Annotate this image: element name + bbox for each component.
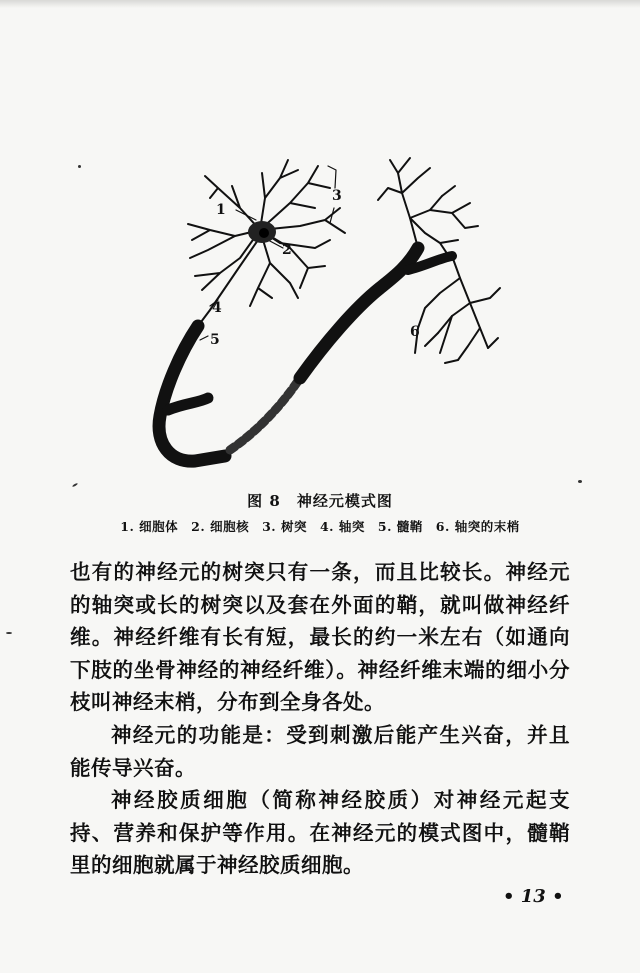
myelin-branch <box>168 398 208 410</box>
axon <box>198 240 258 326</box>
speck <box>72 483 78 488</box>
label-4: 4 <box>212 300 222 316</box>
axon-dashed <box>230 378 300 450</box>
page-number-dot-left: • <box>503 886 521 907</box>
label-5: 5 <box>210 332 220 348</box>
paragraph-2: 神经元的功能是：受到刺激后能产生兴奋，并且能传导兴奋。 <box>70 722 570 780</box>
speck <box>6 632 12 634</box>
cell-nucleus <box>259 228 269 238</box>
paragraph-3: 神经胶质细胞（简称神经胶质）对神经元起支持、营养和保护等作用。在神经元的模式图中，髓鞘里的细胞就属于神经胶质细胞。 <box>70 788 570 878</box>
paragraph-1: 也有的神经元的树突只有一条，而且比较长。神经元的轴突或长的树突以及套在外面的鞘，就叫做神经纤维。神经纤维有长有短，最长的约一米左右（如通向下肢的坐骨神经的神经纤维）。神经纤维末端的细小分枝叫神经末梢，分布到全身各处。 <box>70 560 570 715</box>
label-6: 6 <box>410 324 420 340</box>
page-number <box>503 886 564 907</box>
label-1: 1 <box>216 202 226 218</box>
page-number-value: 13 <box>520 886 546 907</box>
page-top-edge <box>0 0 640 8</box>
figure-title: 图 8 神经元模式图 <box>247 492 393 510</box>
label-3: 3 <box>332 188 342 204</box>
neuron-diagram <box>140 148 510 478</box>
axon-terminal-lower <box>415 256 500 363</box>
body-text <box>70 556 570 882</box>
speck <box>78 165 81 168</box>
label-2: 2 <box>282 242 292 258</box>
figure-legend: 1. 细胞体 2. 细胞核 3. 树突 4. 轴突 5. 髓鞘 6. 轴突的末梢 <box>120 519 520 534</box>
page-number-dot-right: • <box>545 886 564 907</box>
axon-terminal-upper <box>378 158 478 258</box>
speck <box>578 480 582 483</box>
